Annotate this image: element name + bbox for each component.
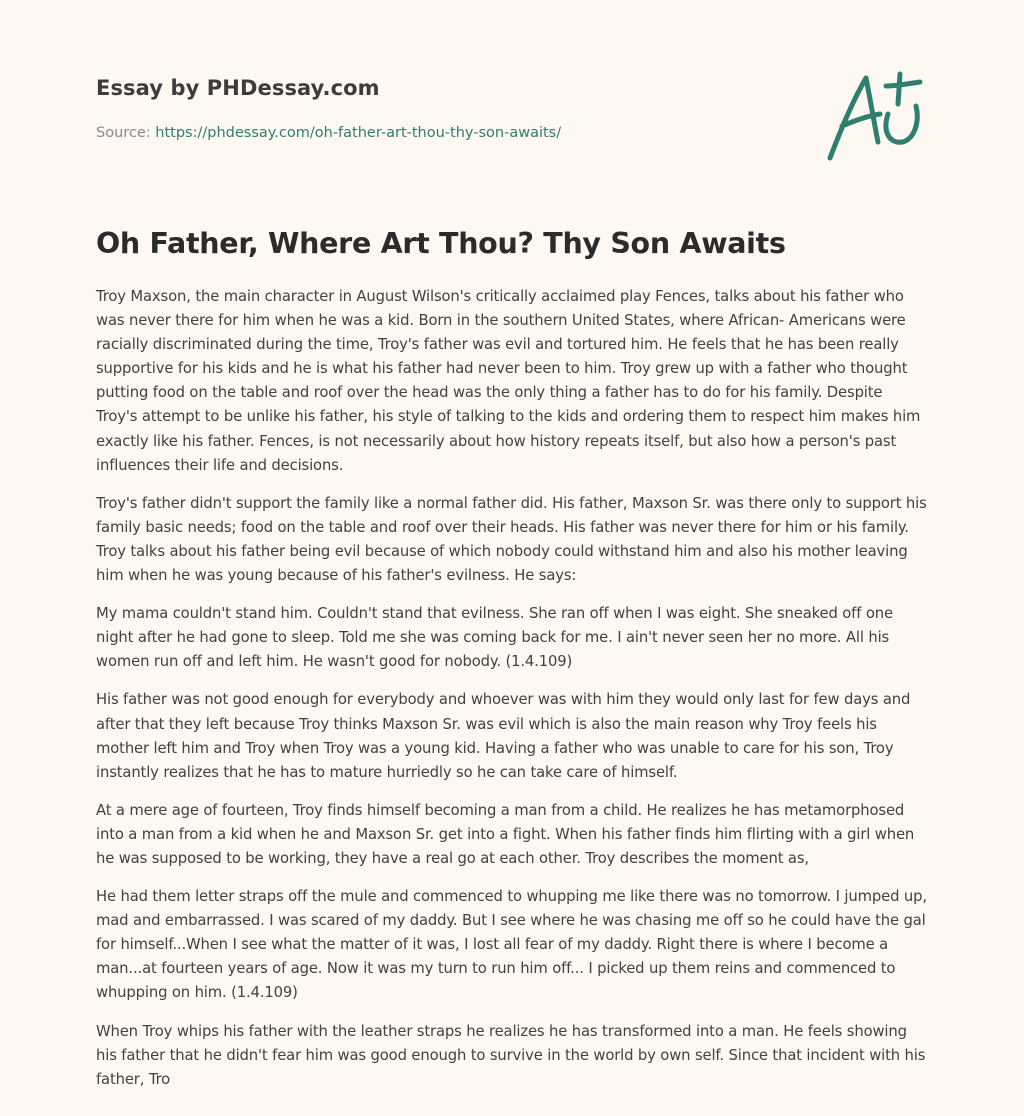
essay-title: Oh Father, Where Art Thou? Thy Son Awaits xyxy=(96,227,786,260)
essay-paragraph: Troy's father didn't support the family like a normal father did. His father, Maxson Sr. was there only to support his family basic needs; food on the table and roof over their heads. His father was never there for him or his family. Troy talks about his father being evil because of which nobody could withstand him and also his mother leaving him when he was young because of his father's evilness. He says: xyxy=(96,494,927,585)
essay-paragraph: When Troy whips his father with the leather straps he realizes he has transformed into a man. He feels showing his father that he didn't fear him was good enough to survive in the world by own self. Since that incident with his father, Tro xyxy=(96,1022,926,1088)
a-plus-logo-svg xyxy=(824,64,928,168)
essay-body xyxy=(96,285,928,1106)
essay-paragraph: His father was not good enough for everybody and whoever was with him they would only last for few days and after that they left because Troy thinks Maxson Sr. was evil which is also the main reason why Troy feels his mother left him and Troy when Troy was a young kid. Having a father who was unable to care for his son, Troy instantly realizes that he has to mature hurriedly so he can take care of himself. xyxy=(96,691,911,781)
essay-paragraph: Troy Maxson, the main character in August Wilson's critically acclaimed play Fences, talks about his father who was never there for him when he was a kid. Born in the southern United States, where African- Americans were racially discriminated during the time, Troy's father was evil and tortured him. He feels that he has been really supportive for his kids and he is what his father had never been to him. Troy grew up with a father who thought putting food on the table and roof over the head was the only thing a father has to do for his family. Despite Troy's attempt to be unlike his father, his style of talking to the kids and ordering them to respect him makes him exactly like his father. Fences, is not necessarily about how history repeats itself, but also how a person's past influences their life and decisions. xyxy=(96,288,921,474)
source-line xyxy=(96,125,561,141)
a-plus-grade-icon xyxy=(824,64,928,168)
essay-page xyxy=(96,0,928,1116)
essay-quote: My mama couldn't stand him. Couldn't stand that evilness. She ran off when I was eight. She sneaked off one night after he had gone to sleep. Told me she was coming back for me. I ain't never seen her no more. All his women run off and left him. He wasn't good for nobody. (1.4.109) xyxy=(96,605,893,671)
source-link[interactable]: https://phdessay.com/oh-father-art-thou-thy-son-awaits/ xyxy=(155,125,562,141)
essay-paragraph: At a mere age of fourteen, Troy finds himself becoming a man from a child. He realizes he has metamorphosed into a man from a kid when he and Maxson Sr. get into a fight. When his father finds him flirting with a girl when he was supposed to be working, they have a real go at each other. Troy describes the moment as, xyxy=(96,801,915,867)
site-brand: Essay by PHDessay.com xyxy=(96,76,380,100)
source-label: Source: xyxy=(96,125,156,141)
essay-quote: He had them letter straps off the mule and commenced to whupping me like there was no tomorrow. I jumped up, mad and embarrassed. I was scared of my daddy. But I see where he was chasing me off so he could have the gal for himself...When I see what the matter of it was, I lost all fear of my daddy. Right there is where I become a man...at fourteen years of age. Now it was my turn to run him off... I picked up them reins and commenced to whupping on him. (1.4.109) xyxy=(96,888,927,1002)
